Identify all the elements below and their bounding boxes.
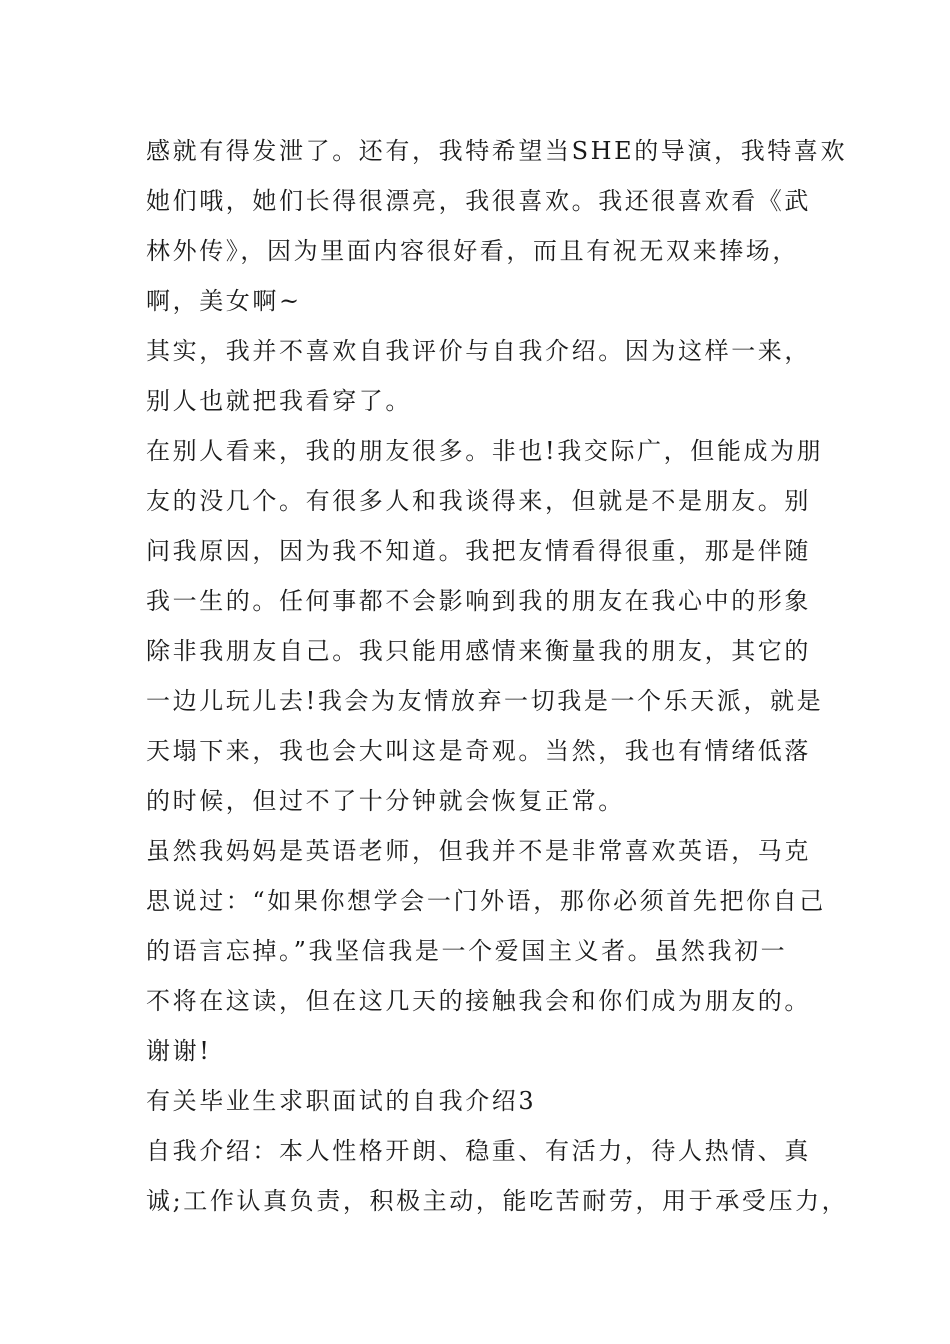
text-line: 除非我朋友自己。我只能用感情来衡量我的朋友，其它的 (146, 637, 811, 665)
text-line: 我一生的。任何事都不会影响到我的朋友在我心中的形象 (146, 587, 811, 615)
text-line: 林外传》，因为里面内容很好看，而且有祝无双来捧场， (146, 237, 799, 265)
text-line: 的语言忘掉。”我坚信我是一个爱国主义者。虽然我初一 (146, 937, 788, 965)
text-line: 问我原因，因为我不知道。我把友情看得很重，那是伴随 (146, 537, 811, 565)
text-line: 的时候，但过不了十分钟就会恢复正常。 (146, 787, 625, 815)
text-line: 其实，我并不喜欢自我评价与自我介绍。因为这样一来， (146, 337, 811, 365)
text-line: 谢谢! (146, 1037, 212, 1065)
text-line: 别人也就把我看穿了。 (146, 387, 412, 415)
document-body-text (146, 126, 849, 1226)
text-line: 她们哦，她们长得很漂亮，我很喜欢。我还很喜欢看《武 (146, 187, 811, 215)
text-line: 虽然我妈妈是英语老师，但我并不是非常喜欢英语，马克 (146, 837, 811, 865)
text-line: 诚;工作认真负责，积极主动，能吃苦耐劳，用于承受压力， (146, 1187, 849, 1215)
text-line: 啊，美女啊~ (146, 287, 302, 315)
text-line: 天塌下来，我也会大叫这是奇观。当然，我也有情绪低落 (146, 737, 811, 765)
text-line: 友的没几个。有很多人和我谈得来，但就是不是朋友。别 (146, 487, 811, 515)
text-line: 感就有得发泄了。还有，我特希望当SHE的导演，我特喜欢 (146, 137, 848, 165)
text-line: 自我介绍：本人性格开朗、稳重、有活力，待人热情、真 (146, 1137, 811, 1165)
text-line: 不将在这读，但在这几天的接触我会和你们成为朋友的。 (146, 987, 811, 1015)
section-heading: 有关毕业生求职面试的自我介绍3 (146, 1087, 537, 1115)
text-line: 在别人看来，我的朋友很多。非也!我交际广，但能成为朋 (146, 437, 824, 465)
text-line: 思说过：“如果你想学会一门外语，那你必须首先把你自己 (146, 887, 826, 915)
text-line: 一边儿玩儿去!我会为友情放弃一切我是一个乐天派，就是 (146, 687, 824, 715)
